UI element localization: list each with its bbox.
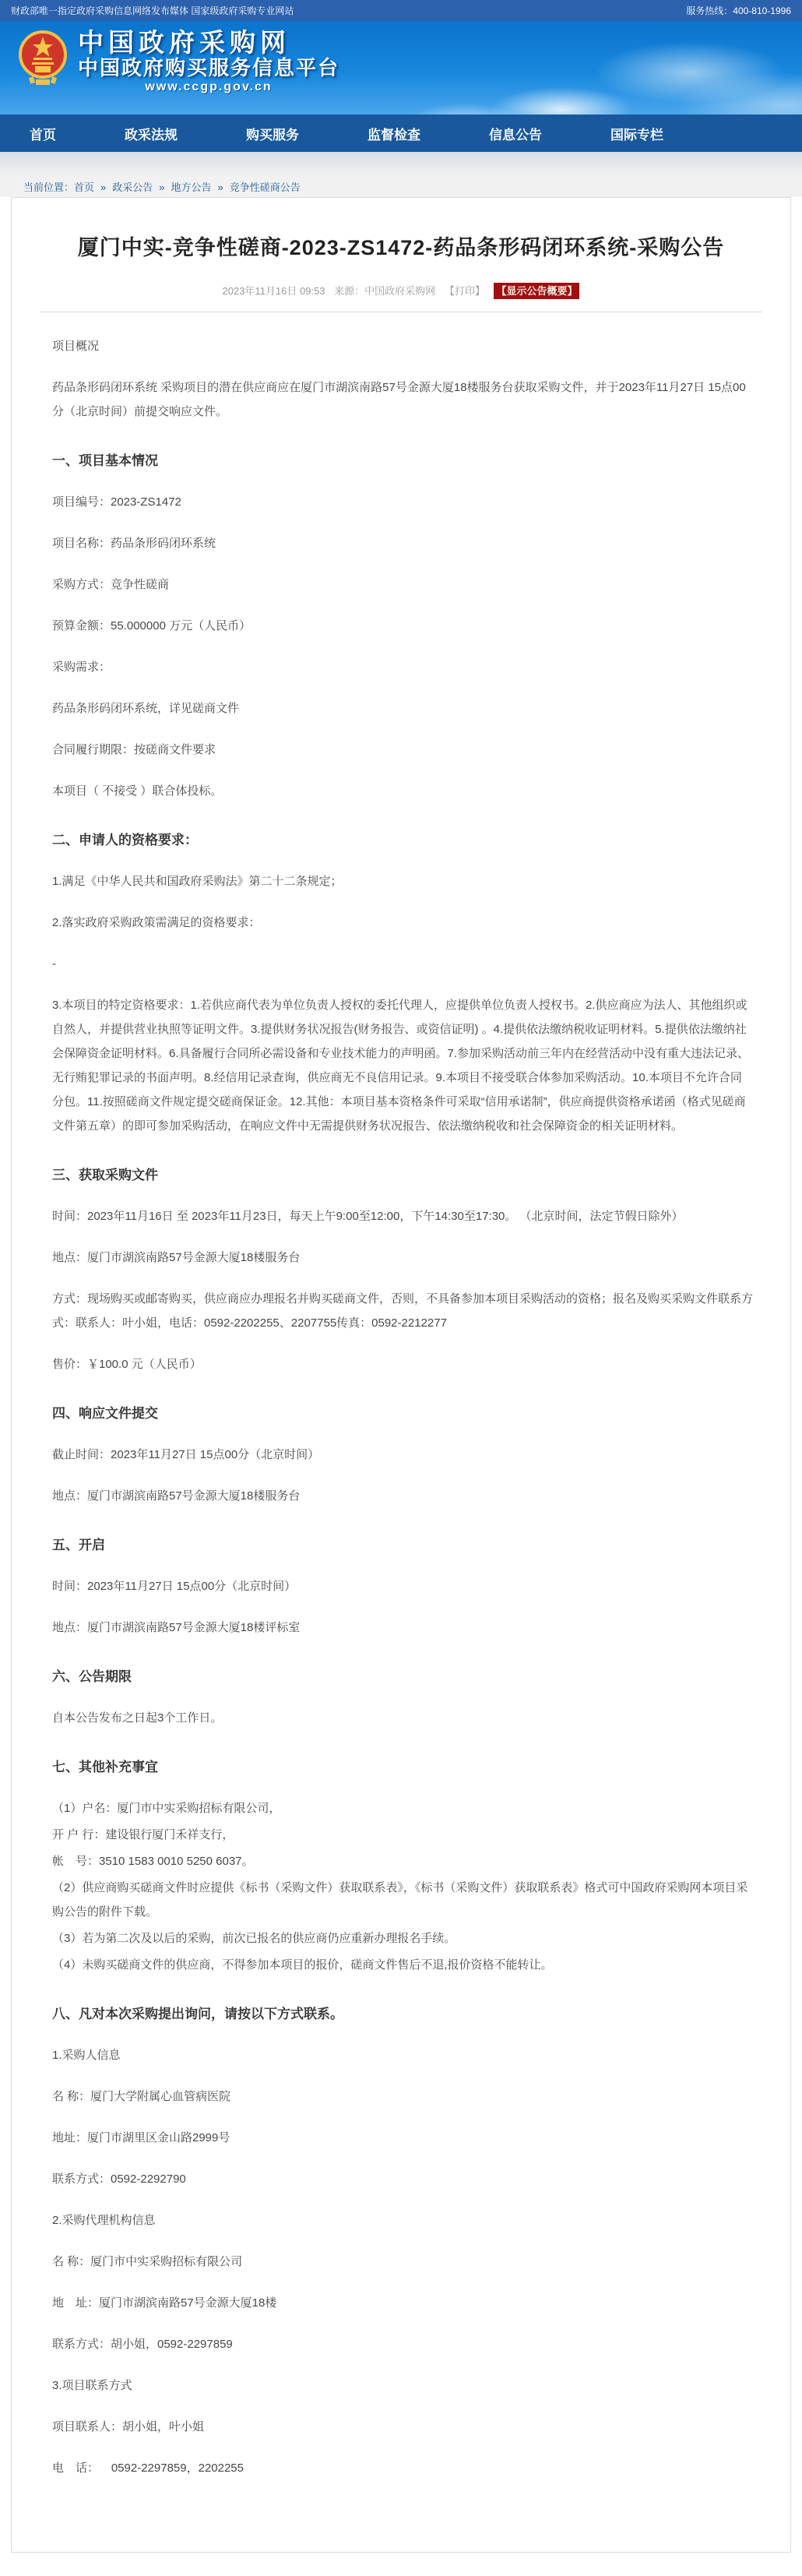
nav-item-3[interactable]: 购买服务 [246, 127, 299, 143]
article-paragraph: （3）若为第二次及以后的采购，前次已报名的供应商仍应重新办理报名手续。 [52, 1932, 456, 1945]
article-paragraph: 时间：2023年11月16日 至 2023年11月23日，每天上午9:00至12:00，下午14:30至17:30。 （北京时间，法定节假日除外） [52, 1210, 684, 1223]
article-paragraph: 项目名称：药品条形码闭环系统 [52, 537, 216, 550]
article-paragraph: - [52, 957, 56, 971]
article-paragraph: 地址：厦门市湖里区金山路2999号 [52, 2131, 230, 2144]
article-paragraph: （2）供应商购买磋商文件时应提供《标书（采购文件）获取联系表》，《标书（采购文件）获取联系表》格式可中国政府采购网本项目采购公告的附件下载。 [52, 1881, 748, 1919]
nav-item-6[interactable]: 国际专栏 [610, 127, 663, 143]
article-paragraph: （1）户名：厦门市中实采购招标有限公司， [52, 1802, 281, 1815]
article-paragraph: 采购方式：竞争性磋商 [52, 578, 170, 591]
breadcrumb-item-4: 竞争性磋商公告 [229, 181, 301, 193]
article-paragraph: 项目编号：2023-ZS1472 [52, 495, 181, 509]
publish-datetime: 2023年11月16日 09:53 [222, 285, 325, 297]
site-banner [0, 21, 802, 115]
article-paragraph: 时间：2023年11月27日 15点00分（北京时间） [52, 1580, 297, 1593]
article-paragraph: 名 称：厦门市中实采购招标有限公司 [52, 2255, 243, 2268]
top-utility-bar [0, 0, 802, 21]
article-paragraph: 地点：厦门市湖滨南路57号金源大厦18楼服务台 [52, 1489, 301, 1503]
nav-shadow-strip [0, 152, 802, 175]
show-summary-button[interactable]: 【显示公告概要】 [494, 283, 579, 299]
article-paragraph: 方式：现场购买或邮寄购买，供应商应办理报名并购买磋商文件，否则，不具备参加本项目采购活动的资格；报名及购买采购文件联系方式：联系人：叶小姐，电话：0592-2202255、2207755传真：0592-2212277 [52, 1292, 754, 1330]
breadcrumb-item-3[interactable]: 地方公告 [171, 181, 212, 193]
article-paragraph: 帐 号：3510 1583 0010 5250 6037。 [52, 1855, 254, 1868]
breadcrumb-label: 当前位置： [23, 181, 75, 193]
article-paragraph: 地点：厦门市湖滨南路57号金源大厦18楼评标室 [52, 1621, 301, 1634]
article-paragraph: 2.采购代理机构信息 [52, 2214, 156, 2227]
breadcrumb-separator: » [159, 181, 165, 193]
article-paragraph: 预算金额：55.000000 万元（人民币） [52, 619, 252, 633]
article-paragraph: 自本公告发布之日起3个工作日。 [52, 1711, 223, 1725]
article-paragraph: 联系方式：0592-2292790 [52, 2173, 186, 2186]
page-title: 厦门中实-竞争性磋商-2023-ZS1472-药品条形码闭环系统-采购公告 [77, 236, 725, 259]
breadcrumb [0, 175, 802, 197]
breadcrumb-separator: » [100, 181, 107, 193]
announcement-content-box [11, 197, 791, 2553]
article-paragraph: 项目联系人：胡小姐，叶小姐 [52, 2420, 205, 2433]
site-name: 中国政府采购网 [78, 27, 290, 57]
article-paragraph: 药品条形码闭环系统 采购项目的潜在供应商应在厦门市湖滨南路57号金源大厦18楼服务台获取采购文件，并于2023年11月27日 15点00分（北京时间）前提交响应文件。 [52, 381, 746, 418]
site-url: www.ccgp.gov.cn [145, 79, 273, 93]
breadcrumb-separator: » [217, 181, 223, 193]
article-paragraph: 名 称：厦门大学附属心血管病医院 [52, 2090, 231, 2103]
section-heading: 四、响应文件提交 [52, 1406, 158, 1421]
article-paragraph: 合同履行期限：按磋商文件要求 [52, 743, 216, 756]
article-paragraph: 3.项目联系方式 [52, 2379, 132, 2392]
service-hotline: 服务热线：400-810-1996 [686, 5, 791, 16]
national-emblem-icon [17, 28, 69, 94]
article-body [12, 312, 790, 2480]
section-heading: 八、凡对本次采购提出询问，请按以下方式联系。 [52, 2007, 343, 2021]
section-heading: 七、其他补充事宜 [52, 1760, 158, 1774]
article-paragraph: 3.本项目的特定资格要求：1.若供应商代表为单位负责人授权的委托代理人，应提供单位负责人授权书。2.供应商应为法人、其他组织或自然人，并提供营业执照等证明文件。3.提供财务状况报告(财务报告、或资信证明) 。4.提供依法缴纳税收证明材料。5.提供依法缴纳社会保障资金证明材料。6.具备履行合同所必需设备和专业技术能力的声明函。7.参加采购活动前三年内在经营活动中没有重大违法记录、无行贿犯罪记录的书面声明。8.经信用记录查询，供应商无不良信用记录。9.本项目不接受联合体参加采购活动。10.本项目不允许合同分包。11.按照磋商文件规定提交磋商保证金。12.其他：本项目基本资格条件可采取“信用承诺制”，供应商提供资格承诺函（格式见磋商文件第五章）的即可参加采购活动，在响应文件中无需提供财务状况报告、依法缴纳税收和社会保障资金的相关证明材料。 [52, 999, 750, 1133]
nav-item-5[interactable]: 信息公告 [489, 127, 542, 143]
site-title-block [78, 29, 339, 94]
section-heading: 三、获取采购文件 [52, 1168, 158, 1182]
section-heading: 六、公告期限 [52, 1669, 132, 1684]
article-paragraph: 采购需求： [52, 661, 111, 674]
site-subtitle: 中国政府购买服务信息平台 [78, 56, 340, 80]
nav-item-2[interactable]: 政采法规 [125, 127, 178, 143]
article-paragraph: 1.采购人信息 [52, 2049, 121, 2062]
site-logo[interactable] [17, 28, 339, 94]
article-paragraph: 开 户 行：建设银行厦门禾祥支行， [52, 1828, 234, 1841]
site-slogan: 财政部唯一指定政府采购信息网络发布媒体 国家级政府采购专业网站 [11, 5, 294, 16]
article-paragraph: 本项目（ 不接受 ）联合体投标。 [52, 784, 223, 798]
main-nav [23, 124, 670, 143]
article-meta [12, 283, 790, 298]
article-paragraph: 电 话： 0592-2297859，2202255 [52, 2461, 244, 2475]
nav-item-4[interactable]: 监督检查 [368, 127, 420, 143]
article-paragraph: 药品条形码闭环系统，详见磋商文件 [52, 702, 240, 715]
article-paragraph: （4）未购买磋商文件的供应商，不得参加本项目的报价，磋商文件售后不退,报价资格不能转让。 [52, 1958, 553, 1972]
breadcrumb-items [74, 179, 301, 194]
article-paragraph: 项目概况 [52, 340, 100, 353]
section-heading: 二、申请人的资格要求： [52, 833, 198, 848]
breadcrumb-item-1[interactable]: 首页 [74, 181, 95, 193]
article-paragraph: 截止时间：2023年11月27日 15点00分（北京时间） [52, 1448, 320, 1461]
article-paragraph: 2.落实政府采购政策需满足的资格要求： [52, 916, 261, 929]
article-paragraph: 售价：￥100.0 元（人民币） [52, 1358, 202, 1371]
breadcrumb-item-2[interactable]: 政采公告 [112, 181, 153, 193]
article-paragraph: 地 址：厦门市湖滨南路57号金源大厦18楼 [52, 2296, 277, 2310]
article-paragraph: 地点：厦门市湖滨南路57号金源大厦18楼服务台 [52, 1251, 301, 1264]
print-button[interactable]: 【打印】 [444, 285, 485, 297]
main-nav-bar [0, 115, 802, 152]
nav-item-1[interactable]: 首页 [30, 127, 56, 143]
section-heading: 一、项目基本情况 [52, 453, 158, 468]
article-paragraph: 1.满足《中华人民共和国政府采购法》第二十二条规定； [52, 875, 343, 888]
section-heading: 五、开启 [52, 1538, 105, 1552]
article-source: 来源：中国政府采购网 [334, 285, 436, 297]
article-paragraph: 联系方式：胡小姐，0592-2297859 [52, 2338, 233, 2351]
